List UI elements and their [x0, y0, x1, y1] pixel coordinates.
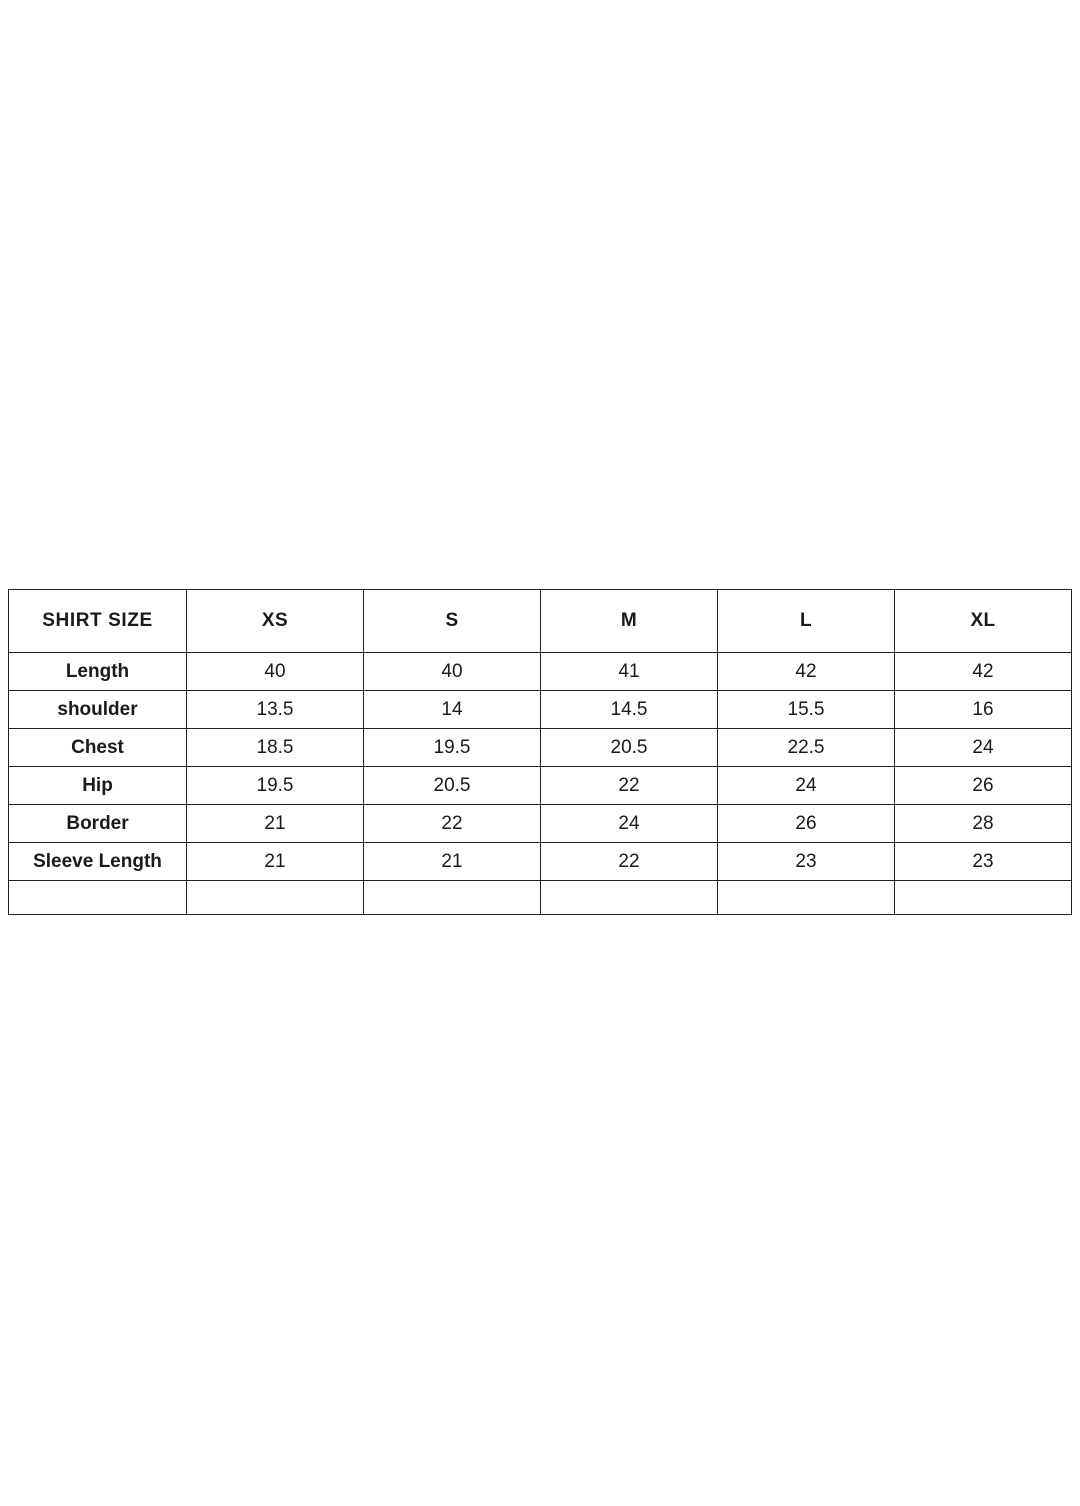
cell-blank-s: [364, 881, 541, 915]
row-label-chest: Chest: [9, 729, 187, 767]
cell-border-m: 24: [541, 805, 718, 843]
header-cell-shirt-size: SHIRT SIZE: [9, 590, 187, 653]
cell-shoulder-l: 15.5: [718, 691, 895, 729]
cell-chest-s: 19.5: [364, 729, 541, 767]
cell-hip-m: 22: [541, 767, 718, 805]
cell-blank-m: [541, 881, 718, 915]
cell-blank-xs: [187, 881, 364, 915]
cell-border-xl: 28: [895, 805, 1072, 843]
cell-blank-xl: [895, 881, 1072, 915]
row-label-length: Length: [9, 653, 187, 691]
cell-sleeve-length-xs: 21: [187, 843, 364, 881]
cell-border-xs: 21: [187, 805, 364, 843]
header-cell-xl: XL: [895, 590, 1072, 653]
row-label-blank: [9, 881, 187, 915]
table-row: [9, 729, 1072, 767]
cell-length-s: 40: [364, 653, 541, 691]
cell-sleeve-length-xl: 23: [895, 843, 1072, 881]
cell-sleeve-length-s: 21: [364, 843, 541, 881]
row-label-hip: Hip: [9, 767, 187, 805]
cell-border-l: 26: [718, 805, 895, 843]
shirt-size-table: [8, 589, 1072, 915]
cell-chest-l: 22.5: [718, 729, 895, 767]
cell-sleeve-length-l: 23: [718, 843, 895, 881]
row-label-sleeve-length: Sleeve Length: [9, 843, 187, 881]
header-cell-s: S: [364, 590, 541, 653]
table-row: [9, 881, 1072, 915]
cell-border-s: 22: [364, 805, 541, 843]
table-row: [9, 653, 1072, 691]
row-label-border: Border: [9, 805, 187, 843]
header-cell-m: M: [541, 590, 718, 653]
cell-chest-xs: 18.5: [187, 729, 364, 767]
header-cell-xs: XS: [187, 590, 364, 653]
cell-hip-s: 20.5: [364, 767, 541, 805]
cell-length-m: 41: [541, 653, 718, 691]
cell-chest-xl: 24: [895, 729, 1072, 767]
cell-hip-l: 24: [718, 767, 895, 805]
cell-chest-m: 20.5: [541, 729, 718, 767]
cell-hip-xl: 26: [895, 767, 1072, 805]
cell-length-xs: 40: [187, 653, 364, 691]
table-row: [9, 805, 1072, 843]
cell-shoulder-xl: 16: [895, 691, 1072, 729]
size-chart-container: [8, 589, 1072, 915]
cell-shoulder-xs: 13.5: [187, 691, 364, 729]
row-label-shoulder: shoulder: [9, 691, 187, 729]
cell-sleeve-length-m: 22: [541, 843, 718, 881]
cell-length-l: 42: [718, 653, 895, 691]
cell-shoulder-m: 14.5: [541, 691, 718, 729]
table-row: [9, 767, 1072, 805]
cell-shoulder-s: 14: [364, 691, 541, 729]
table-row: [9, 843, 1072, 881]
cell-length-xl: 42: [895, 653, 1072, 691]
table-row: [9, 691, 1072, 729]
cell-blank-l: [718, 881, 895, 915]
header-cell-l: L: [718, 590, 895, 653]
table-header-row: [9, 590, 1072, 653]
cell-hip-xs: 19.5: [187, 767, 364, 805]
